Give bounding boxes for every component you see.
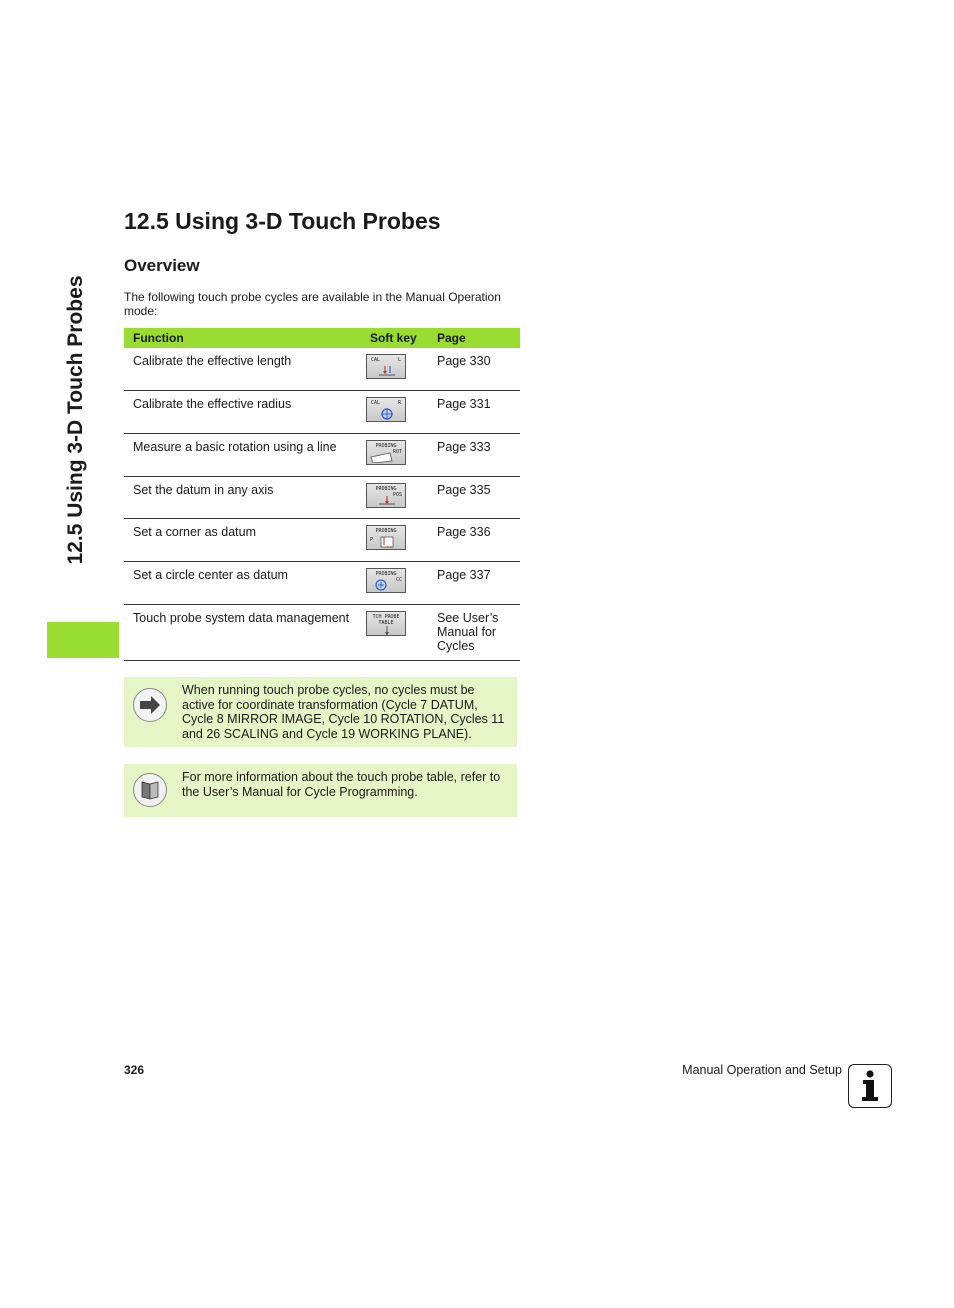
table-row [124, 433, 520, 476]
sidebar-section-title: 12.5 Using 3-D Touch Probes [64, 275, 87, 565]
function-cell: Set the datum in any axis [124, 476, 364, 518]
table-row [124, 476, 520, 518]
table-row [124, 348, 520, 390]
table-row [124, 561, 520, 604]
softkey-cal-length[interactable] [366, 354, 406, 379]
calibrate-length-icon [379, 365, 395, 377]
softkey-tch-probe-table[interactable] [366, 611, 406, 636]
softkey-label: CAL [371, 357, 381, 363]
table-row [124, 390, 520, 433]
page-reference: See User’s Manual for Cycles [437, 604, 520, 660]
probing-position-icon [379, 494, 395, 506]
probing-corner-icon [379, 536, 395, 548]
info-icon [848, 1064, 892, 1108]
page-reference: Page 333 [437, 433, 520, 476]
softkey-probing-corner[interactable] [366, 525, 406, 550]
function-cell: Measure a basic rotation using a line [124, 433, 364, 476]
intro-paragraph: The following touch probe cycles are available in the Manual Operation mode: [124, 290, 501, 318]
softkey-label: TABLE [378, 619, 394, 626]
page-reference: Page 330 [437, 348, 520, 390]
page-reference: Page 331 [437, 390, 520, 433]
section-heading: Overview [124, 256, 200, 275]
chapter-title: Manual Operation and Setup [682, 1063, 842, 1077]
function-cell: Touch probe system data management [124, 604, 364, 660]
softkey-label: L [397, 357, 401, 363]
note-text: For more information about the touch probe table, refer to the User’s Manual for Cycle Programming. [182, 770, 501, 799]
calibrate-radius-icon [379, 408, 395, 420]
chapter-tab-marker [47, 622, 119, 658]
note-box-touch-probe-table [124, 764, 517, 817]
softkey-label: PROBING [375, 527, 397, 534]
softkey-label: TCH PROBE [372, 613, 400, 620]
note-box-coordinate-transformation [124, 677, 517, 747]
page-reference: Page 335 [437, 476, 520, 518]
softkey-label: PROBING [375, 570, 397, 577]
page-reference: Page 337 [437, 561, 520, 604]
softkey-label: R [397, 399, 401, 406]
arrow-right-icon [133, 688, 167, 722]
table-row [124, 518, 520, 561]
probing-rotation-icon [370, 451, 394, 463]
page-title: 12.5 Using 3-D Touch Probes [124, 208, 441, 234]
touch-probe-table-icon [379, 626, 395, 638]
softkey-label: PROBING [375, 442, 397, 449]
softkey-label: P [370, 536, 374, 543]
manual-book-icon [133, 773, 167, 807]
softkey-probing-cc[interactable] [366, 568, 406, 593]
note-text: When running touch probe cycles, no cycles must be active for coordinate transformation (Cycle 7 DATUM, Cycle 8 MIRROR IMAGE, Cycle 10 ROTATION, Cycles 11 and 26 SCALING and Cycle 19 WORKING PLANE). [182, 683, 505, 741]
page-reference: Page 336 [437, 518, 520, 561]
table-row [124, 604, 520, 660]
function-cell: Calibrate the effective radius [124, 390, 364, 433]
softkey-label: CAL [371, 399, 381, 406]
function-cell: Set a circle center as datum [124, 561, 364, 604]
softkey-probing-pos[interactable] [366, 483, 406, 508]
function-cell: Set a corner as datum [124, 518, 364, 561]
probing-circle-center-icon [373, 579, 389, 591]
function-cell: Calibrate the effective length [124, 348, 364, 390]
softkey-label: ROT [392, 448, 402, 455]
softkey-label: PROBING [375, 485, 397, 492]
column-header-page: Page [437, 328, 520, 348]
column-header-function: Function [124, 328, 364, 348]
softkey-probing-rot[interactable] [366, 440, 406, 465]
page-number: 326 [124, 1063, 145, 1077]
softkey-label: CC [395, 576, 402, 583]
softkey-cal-radius[interactable] [366, 397, 406, 422]
touch-probe-function-table [124, 328, 520, 661]
softkey-label: POS [392, 491, 402, 498]
table-header-row [124, 328, 520, 348]
column-header-softkey: Soft key [364, 328, 437, 348]
